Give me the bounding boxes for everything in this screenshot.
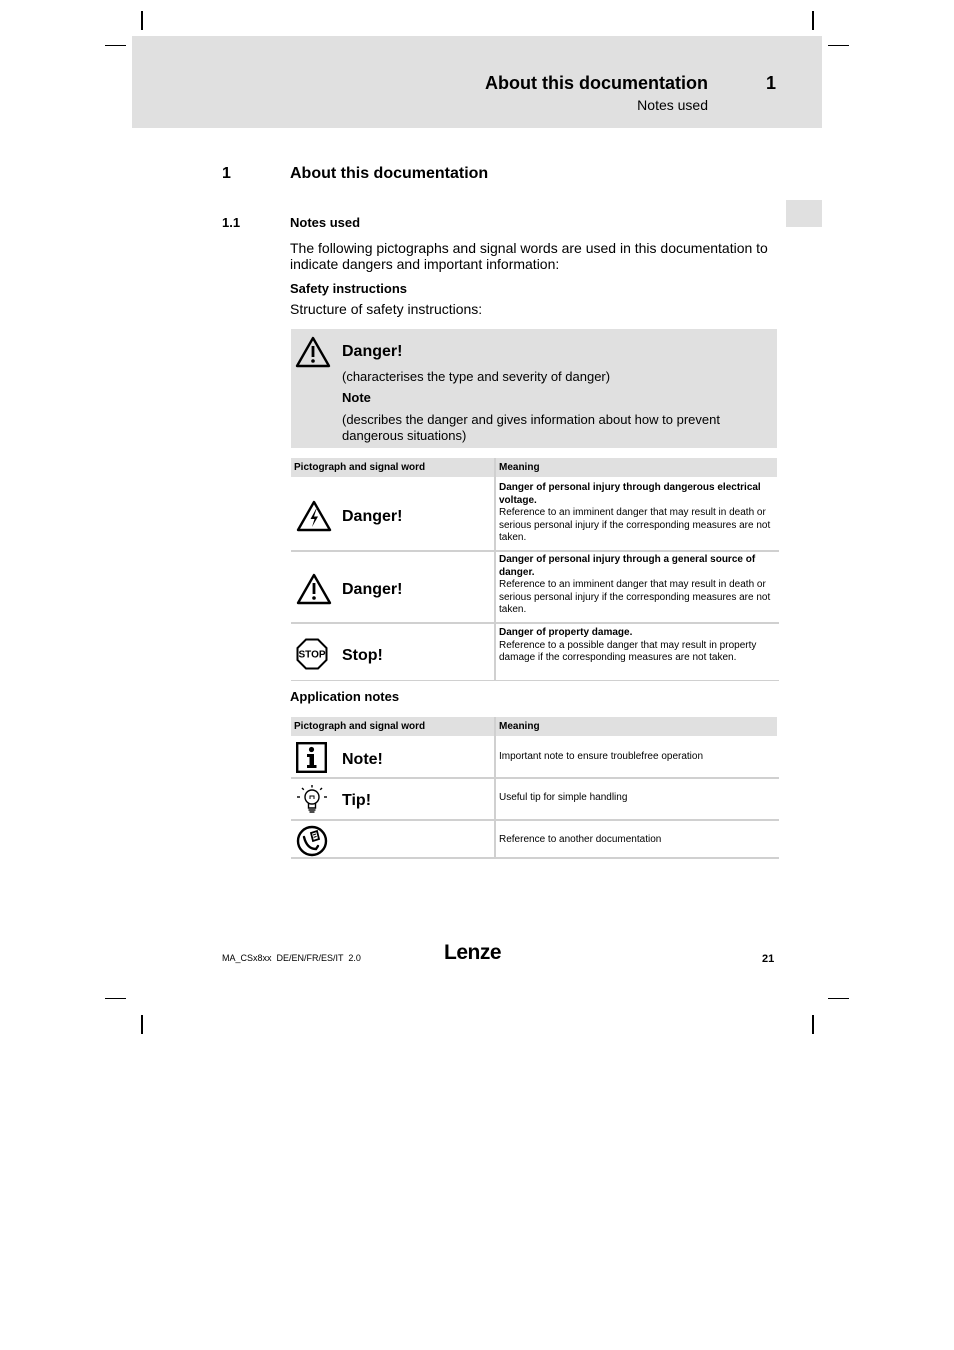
meaning-title: Danger of personal injury through dangerous electrical voltage. [499,482,761,506]
danger-box-description: (describes the danger and gives information about how to prevent dangerous situations) [342,412,720,443]
crop-mark [812,11,814,30]
meaning-title: Danger of property damage. [499,627,633,638]
section-number: 1 [222,165,231,182]
crop-mark [105,998,126,999]
signal-word: Danger! [342,508,403,525]
application-notes-heading: Application notes [290,689,400,704]
row-separator [291,622,779,624]
signal-word: Stop! [342,647,383,664]
application-table-header [291,717,777,736]
meaning-cell: Useful tip for simple handling [499,792,628,803]
meaning-text: Reference to an imminent danger that may result in death or serious personal injury if the corresponding measures are not taken. [499,579,771,615]
header-chapter-number: 1 [766,73,777,93]
row-separator [291,680,779,681]
crop-mark [105,45,126,46]
column-header-pictograph: Pictograph and signal word [294,462,426,473]
signal-word: Danger! [342,581,403,598]
column-header-pictograph: Pictograph and signal word [294,721,426,732]
table-divider [494,717,496,858]
meaning-text: Reference to a possible danger that may result in property damage if the corresponding measures are not taken. [499,639,757,663]
meaning-title: Danger of personal injury through a general source of danger. [499,554,756,578]
subsection-number: 1.1 [222,215,241,230]
lenze-logo: Lenze [444,941,502,964]
general-danger-icon [296,572,332,611]
safety-instructions-heading: Safety instructions [290,281,408,296]
warning-triangle-icon [295,335,331,374]
section-title: About this documentation [290,165,489,182]
signal-word: Tip! [342,792,372,809]
column-header-meaning: Meaning [499,721,540,732]
safety-table-header [291,458,777,477]
row-separator [291,857,779,859]
crop-mark [141,11,143,30]
meaning-cell [499,627,775,665]
danger-box-severity: (characterises the type and severity of danger) [342,369,611,384]
crop-mark [812,1015,814,1034]
row-separator [291,777,779,779]
header-subtitle: Notes used [637,97,708,113]
footer-document-id: MA_CSx8xx DE/EN/FR/ES/IT 2.0 [222,953,361,963]
meaning-cell: Reference to another documentation [499,834,662,845]
subsection-title: Notes used [290,215,361,230]
meaning-cell: Important note to ensure troublefree operation [499,751,704,762]
danger-box-note-label: Note [342,390,371,405]
intro-paragraph: The following pictographs and signal words are used in this documentation to indicate dangers and important information: [290,240,768,272]
danger-box-title: Danger! [342,343,403,360]
row-separator [291,819,779,821]
meaning-text: Reference to an imminent danger that may result in death or serious personal injury if the corresponding measures are not taken. [499,507,771,543]
electrical-danger-icon [296,499,332,538]
safety-structure-box [291,329,777,448]
column-header-meaning: Meaning [499,462,540,473]
header-title: About this documentation [485,73,708,93]
table-divider [494,458,496,681]
stop-sign-icon [296,638,328,675]
signal-word: Note! [342,751,383,768]
crop-mark [828,45,849,46]
meaning-cell [499,482,775,545]
svg-text:STOP: STOP [298,649,326,661]
meaning-cell [499,554,775,617]
crop-mark [141,1015,143,1034]
page-number: 21 [762,953,775,965]
safety-structure-text: Structure of safety instructions: [290,301,483,317]
row-separator [291,550,779,552]
info-note-icon [296,742,327,778]
crop-mark [828,998,849,999]
lightbulb-tip-icon [296,784,328,821]
chapter-side-tab [786,200,822,227]
